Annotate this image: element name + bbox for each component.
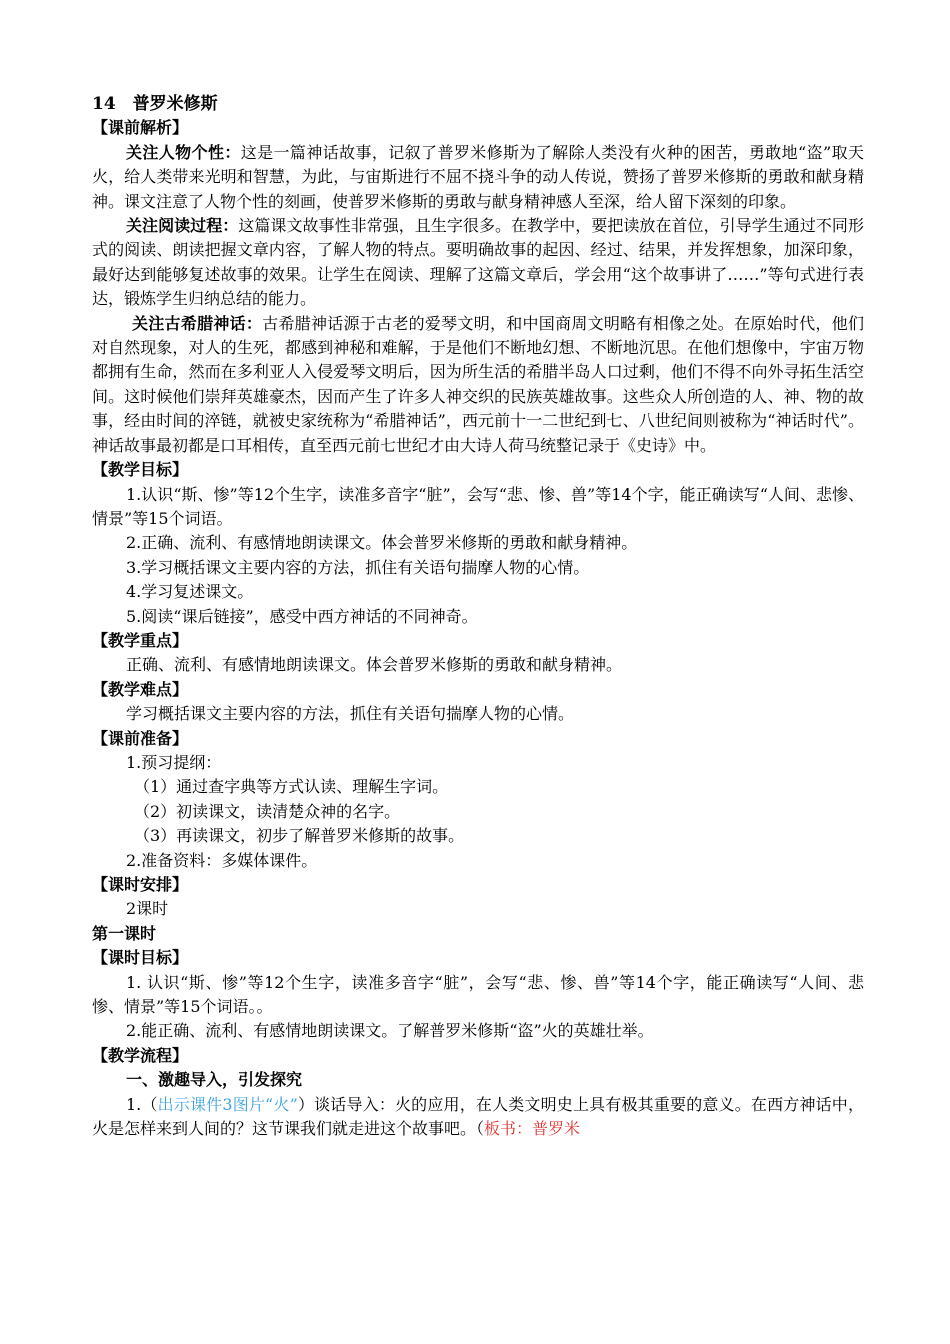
analysis-text-1: 这是一篇神话故事，记叙了普罗米修斯为了解除人类没有火种的困苦，勇敢地“盗”取天火，给人类带来光明和智慧，为此，与宙斯进行不屈不挠斗争的动人传说，赞扬了普罗米修斯的勇敢和献身精神。课文注意了人物个性的刻画，使普罗米修斯的勇敢与献身精神感人至深，给人留下深刻的印象。 (92, 142, 864, 211)
lesson-goal-item: 1. 认识“斯、惨”等12个生字，读准多音字“脏”，会写“悲、惨、兽”等14个字，能正确读写“人间、悲惨、情景”等15个词语。。 (92, 972, 864, 1017)
preparation-subitem: （2）初读课文，读清楚众神的名字。 (134, 801, 401, 821)
lesson-goal-item: 2.能正确、流利、有感情地朗读课文。了解普罗米修斯“盗”火的英雄壮举。 (126, 1021, 654, 1041)
section-heading-lesson-goals: 【课时目标】 (92, 948, 189, 968)
analysis-text-3: 古希腊神话源于古老的爱琴文明，和中国商周文明略有相像之处。在原始时代，他们对自然现象，对人的生死，都感到神秘和难解，于是他们不断地幻想、不断地沉思。在他们想像中，宇宙万物都拥有生命，然而在多利亚人入侵爱琴文明后，因为所生活的希腊半岛人口过剩，他们不得不向外寻拓生活空间。这时候他们崇拜英雄豪杰，因而产生了许多人神交织的民族英雄故事。这些众人所创造的人、神、物的故事，经由时间的淬链，就被史家统称为“希腊神话”，西元前十一二世纪到七、八世纪间则被称为“神话时代”。神话故事最初都是口耳相传，直至西元前七世纪才由大诗人荷马统整记录于《史诗》中。 (92, 313, 864, 455)
page-title: 14 普罗米修斯 (92, 94, 218, 114)
analysis-label-3: 关注古希腊神话： (132, 313, 263, 333)
preparation-subitem: （3）再读课文，初步了解普罗米修斯的故事。 (134, 826, 465, 846)
process-paragraph (92, 1093, 864, 1142)
key-points-text: 正确、流利、有感情地朗读课文。体会普罗米修斯的勇敢和献身精神。 (126, 655, 623, 675)
preparation-item: 2.准备资料：多媒体课件。 (126, 850, 318, 870)
section-heading-process: 【教学流程】 (92, 1045, 189, 1065)
goal-item: 2.正确、流利、有感情地朗读课文。体会普罗米修斯的勇敢和献身精神。 (126, 533, 638, 553)
goal-item: 5.阅读“课后链接”，感受中西方神话的不同神奇。 (126, 606, 478, 626)
section-heading-goals: 【教学目标】 (92, 460, 189, 480)
preparation-item: 1.预习提纲： (126, 752, 222, 772)
section-heading-pre-analysis: 【课前解析】 (92, 118, 189, 138)
goal-item: 1.认识“斯、惨”等12个生字，读准多音字“脏”，会写“悲、惨、兽”等14个字，能正确读写“人间、悲惨、情景”等15个词语。 (92, 484, 864, 528)
section-heading-schedule: 【课时安排】 (92, 875, 189, 894)
preparation-subitem: （1）通过查字典等方式认读、理解生字词。 (134, 777, 449, 797)
document-page (92, 92, 864, 1141)
blackboard-note: 板书：普罗米 (484, 1119, 581, 1139)
section-heading-preparation: 【课前准备】 (92, 728, 189, 748)
schedule-text: 2课时 (126, 899, 169, 919)
difficulties-text: 学习概括课文主要内容的方法，抓住有关语句揣摩人物的心情。 (126, 704, 575, 724)
analysis-text-2: 这篇课文故事性非常强，且生字很多。在教学中，要把读放在首位，引导学生通过不同形式的阅读、朗读把握文章内容，了解人物的特点。要明确故事的起因、经过、结果，并发挥想象，加深印象，最好达到能够复述故事的效果。让学生在阅读、理解了这篇文章后，学会用“这个故事讲了……”等句式进行表达，锻炼学生归纳总结的能力。 (92, 216, 864, 309)
analysis-paragraph-2 (92, 214, 864, 312)
analysis-paragraph-3 (92, 312, 864, 458)
goal-item: 3.学习概括课文主要内容的方法，抓住有关语句揣摩人物的心情。 (126, 557, 590, 577)
process-text-a: 1.（ (126, 1094, 158, 1114)
analysis-label-2: 关注阅读过程： (126, 216, 239, 236)
process-step-heading: 一、激趣导入，引发探究 (126, 1070, 303, 1090)
lesson-title: 第一课时 (92, 923, 157, 943)
analysis-paragraph-1 (92, 141, 864, 214)
section-heading-key-points: 【教学重点】 (92, 630, 189, 650)
analysis-label-1: 关注人物个性： (126, 142, 241, 162)
courseware-reference: 出示课件3图片“火” (157, 1094, 298, 1114)
process-text-b: ）谈话导入：火的应用，在人类文明史上具有极其重要的意义。在西方神话中，火是怎样来到人间的？这节课我们就走进这个故事吧。（ (92, 1094, 864, 1139)
section-heading-difficulties: 【教学难点】 (92, 679, 189, 699)
goal-item: 4.学习复述课文。 (126, 582, 254, 602)
